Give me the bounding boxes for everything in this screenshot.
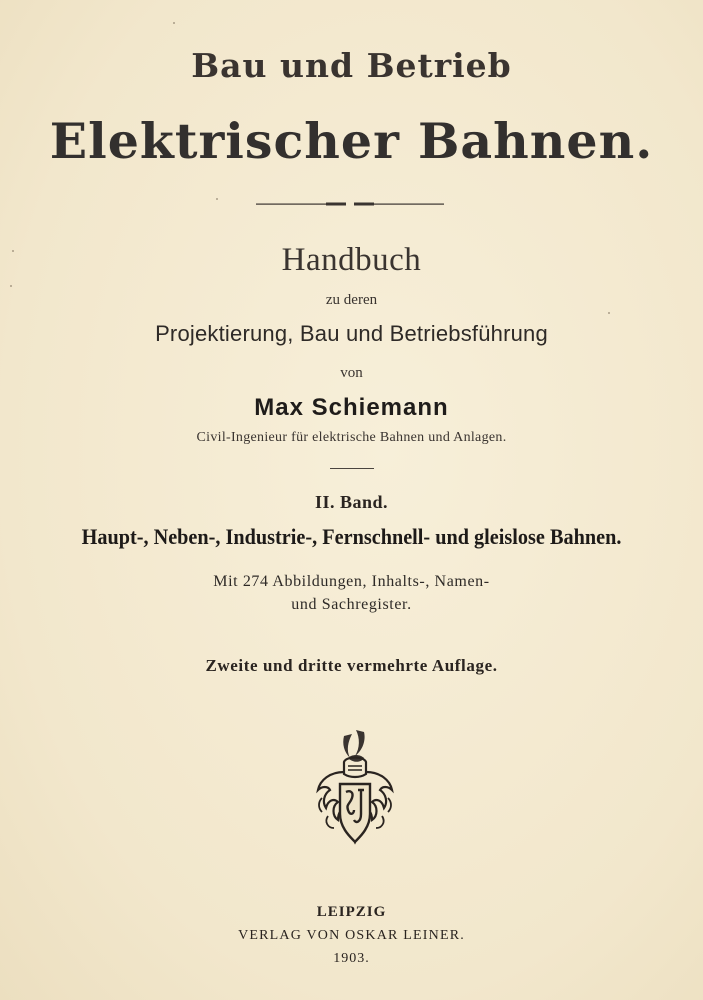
paper-speck — [608, 312, 610, 314]
imprint-city: LEIPZIG — [316, 904, 387, 920]
subtitle-projektierung: Projektierung, Bau und Betriebsführung — [155, 321, 548, 346]
title-line-2: Elektrischer Bahnen. — [49, 112, 654, 170]
imprint-year: 1903. — [333, 951, 370, 966]
subtitle-von: von — [340, 365, 363, 381]
publisher-crest-icon — [308, 728, 402, 850]
subtitle-handbuch: Handbuch — [281, 242, 422, 278]
paper-speck — [10, 285, 12, 287]
edition-note: Zweite und dritte vermehrte Auflage. — [205, 656, 498, 675]
paper-speck — [12, 250, 14, 252]
imprint-publisher: VERLAG VON OSKAR LEINER. — [238, 928, 465, 943]
ornamental-rule — [256, 202, 444, 206]
volume-title: Haupt-, Neben-, Industrie-, Fernschnell- und gleislose Bahnen. — [81, 524, 622, 549]
illustrations-note-line-2: und Sachregister. — [291, 596, 412, 613]
paper-speck — [173, 22, 175, 24]
paper-speck — [216, 198, 218, 200]
illustrations-note-line-1: Mit 274 Abbildungen, Inhalts-, Namen- — [213, 573, 490, 590]
author-name: Max Schiemann — [254, 394, 449, 421]
author-affiliation: Civil-Ingenieur für elektrische Bahnen und Anlagen. — [196, 430, 507, 445]
volume-number: II. Band. — [314, 492, 389, 512]
title-line-1: Bau und Betrieb — [191, 46, 512, 85]
divider-rule — [330, 468, 374, 469]
subtitle-zu-deren: zu deren — [325, 292, 378, 308]
